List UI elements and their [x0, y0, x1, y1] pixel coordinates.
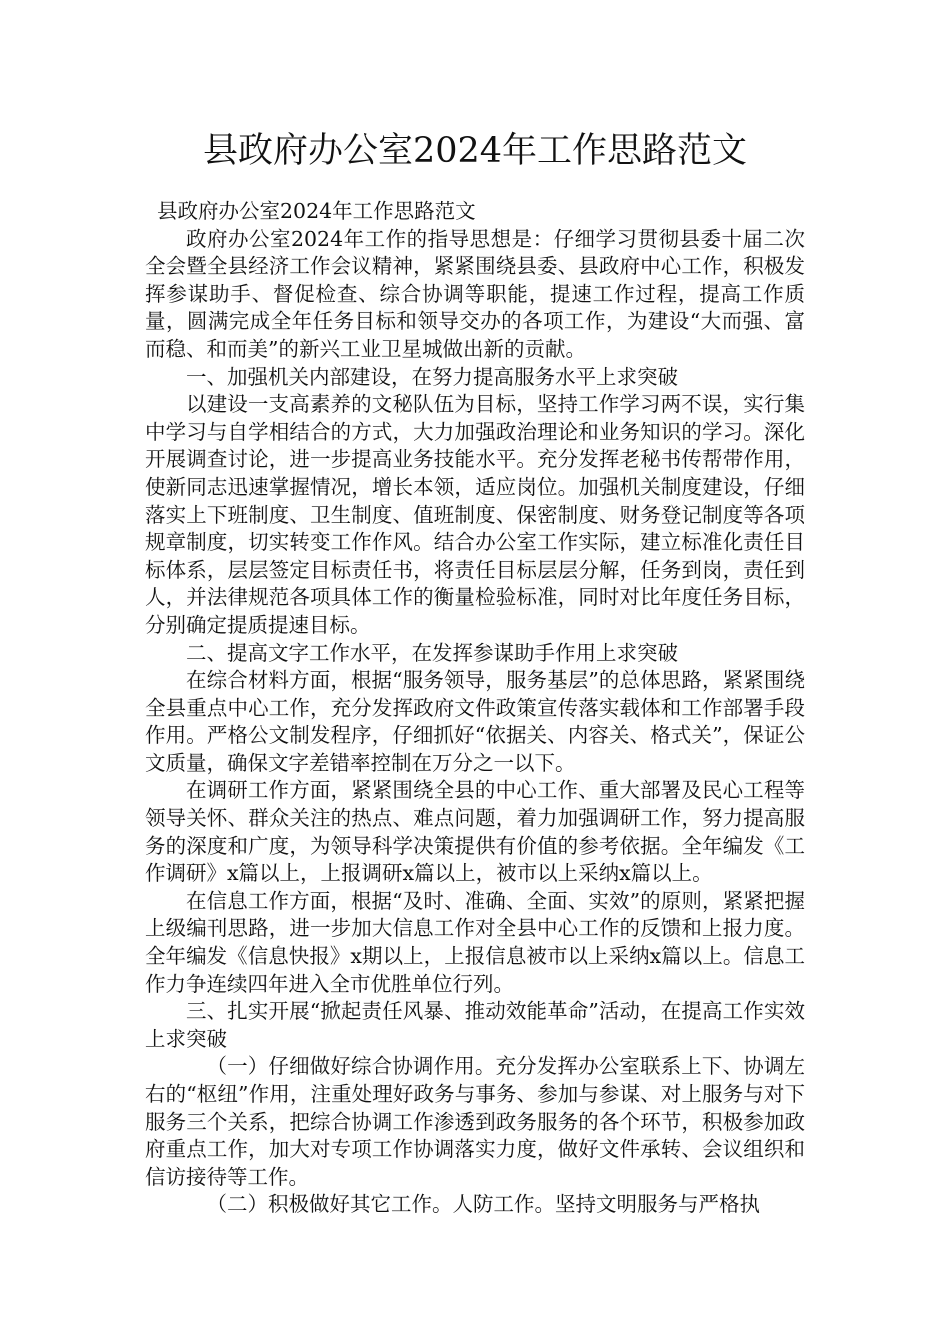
- paragraph: 在调研工作方面，紧紧围绕全县的中心工作、重大部署及民心工程等领导关怀、群众关注的热点、难点问题，着力加强调研工作，努力提高服务的深度和广度，为领导科学决策提供有价值的参考依据。全年编发《工作调研》x篇以上，上报调研x篇以上，被市以上采纳x篇以上。: [145, 778, 805, 886]
- paragraph: 在综合材料方面，根据“服务领导，服务基层”的总体思路，紧紧围绕全县重点中心工作，充分发挥政府文件政策宣传落实载体和工作部署手段作用。严格公文制发程序，仔细抓好“依据关、内容关、格式关”，保证公文质量，确保文字差错率控制在万分之一以下。: [145, 668, 805, 775]
- paragraph: 在信息工作方面，根据“及时、准确、全面、实效”的原则，紧紧把握上级编刊思路，进一步加大信息工作对全县中心工作的反馈和上报力度。全年编发《信息快报》x期以上，上报信息被市以上采纳x篇以上。信息工作力争连续四年进入全市优胜单位行列。: [145, 888, 805, 996]
- paragraph: （二）积极做好其它工作。人防工作。坚持文明服务与严格执: [206, 1192, 760, 1217]
- paragraph: （一）仔细做好综合协调作用。充分发挥办公室联系上下、协调左右的“枢纽”作用，注重处理好政务与事务、参加与参谋、对上服务与对下服务三个关系，把综合协调工作渗透到政务服务的各个环节，积极参加政府重点工作，加大对专项工作协调落实力度，做好文件承转、会议组织和信访接待等工作。: [145, 1054, 805, 1189]
- paragraph: 以建设一支高素养的文秘队伍为目标，坚持工作学习两不误，实行集中学习与自学相结合的方式，大力加强政治理论和业务知识的学习。深化开展调查讨论，进一步提高业务技能水平。充分发挥老秘书传帮带作用，使新同志迅速掌握情况，增长本领，适应岗位。加强机关制度建设，仔细落实上下班制度、卫生制度、值班制度、保密制度、财务登记制度等各项规章制度，切实转变工作作风。结合办公室工作实际，建立标准化责任目标体系，层层签定目标责任书，将责任目标层层分解，任务到岗，责任到人，并法律规范各项具体工作的衡量检验标准，同时对比年度任务目标，分别确定提质提速目标。: [145, 392, 805, 637]
- section-heading: 一、加强机关内部建设，在努力提高服务水平上求突破: [186, 364, 678, 389]
- subtitle-line: 县政府办公室2024年工作思路范文: [157, 199, 476, 223]
- section-heading: 二、提高文字工作水平，在发挥参谋助手作用上求突破: [186, 640, 678, 665]
- document-body: [145, 198, 805, 1219]
- document-title: 县政府办公室2024年工作思路范文: [202, 131, 748, 171]
- paragraph: 政府办公室2024年工作的指导思想是：仔细学习贯彻县委十届二次全会暨全县经济工作会议精神，紧紧围绕县委、县政府中心工作，积极发挥参谋助手、督促检查、综合协调等职能，提速工作过程，提高工作质量，圆满完成全年任务目标和领导交办的各项工作，为建设“大而强、富而稳、和而美”的新兴工业卫星城做出新的贡献。: [145, 226, 805, 361]
- section-heading: 三、扎实开展“掀起责任风暴、推动效能革命”活动，在提高工作实效上求突破: [145, 999, 805, 1051]
